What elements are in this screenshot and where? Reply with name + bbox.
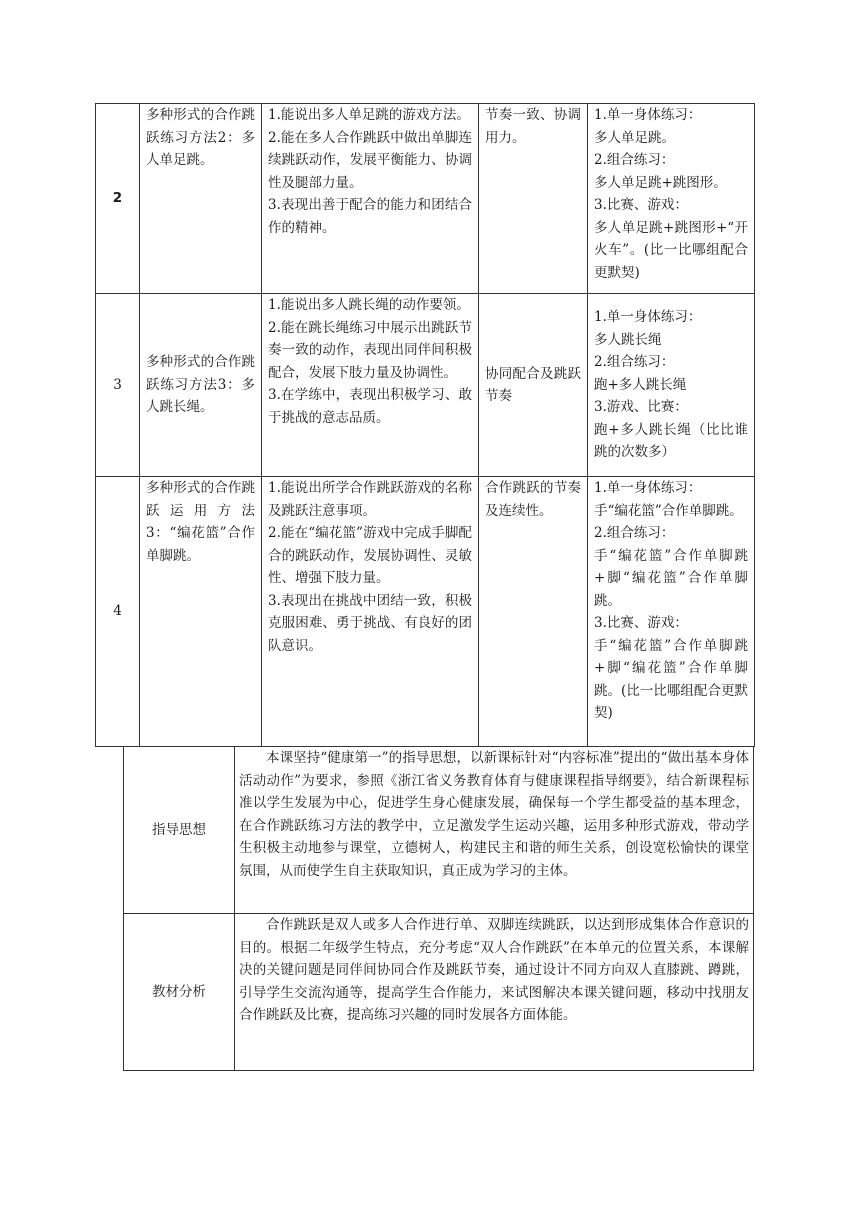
table-row bbox=[96, 294, 755, 477]
practice-item: 手“编花篮”合作单脚跳。 bbox=[594, 502, 743, 519]
practice-item: 多人跳长绳 bbox=[594, 331, 662, 348]
practice-item: 多人单足跳+跳图形。 bbox=[594, 174, 727, 191]
practice-item: 手“编花篮”合作单脚跳+脚“编花篮”合作单脚跳。(比一比哪组配合更默契) bbox=[594, 637, 748, 721]
lesson-number: 4 bbox=[96, 477, 140, 747]
lesson-key-point: 节奏一致、协调用力。 bbox=[479, 104, 588, 294]
lesson-content: 多种形式的合作跳跃练习方法2：多人单足跳。 bbox=[140, 104, 262, 294]
practice-item: 3.比赛、游戏： bbox=[594, 197, 688, 213]
practice-item: 跑+多人跳长绳 bbox=[594, 376, 687, 393]
section-text: 合作跳跃是双人或多人合作进行单、双脚连续跳跃，以达到形成集体合作意识的目的。根据二年级学生特点，充分考虑“双人合作跳跃”在本单元的位置关系，本课解决的关键问题是同伴间协同合作及跳跃节奏，通过设计不同方向双人直膝跳、蹲跳，引导学生交流沟通等，提高学生合作能力，来试图解决本课关键问题，移动中找朋友合作跳跃及比赛，提高练习兴趣的同时发展各方面体能。 bbox=[235, 914, 754, 1071]
practice-item: 2.组合练习： bbox=[594, 354, 675, 371]
practice-item: 3.游戏、比赛： bbox=[594, 399, 688, 416]
lesson-content: 多种形式的合作跳跃运用方法3：“编花篮”合作单脚跳。 bbox=[140, 477, 262, 747]
table-row bbox=[96, 477, 755, 747]
table-row bbox=[124, 914, 754, 1071]
lesson-goals bbox=[262, 294, 479, 477]
goal-item: 2.能在多人合作跳跃中做出单脚连续跳跃动作，发展平衡能力、协调性及腿部力量。 bbox=[268, 129, 472, 191]
practice-item: 手“编花篮”合作单脚跳+脚“编花篮”合作单脚跳。 bbox=[594, 547, 748, 609]
goal-item: 1.能说出多人跳长绳的动作要领。 bbox=[268, 297, 470, 313]
lesson-number: 3 bbox=[96, 294, 140, 477]
lesson-key-point: 合作跳跃的节奏及连续性。 bbox=[479, 477, 588, 747]
practice-item: 1.单一身体练习： bbox=[594, 480, 702, 496]
table-row bbox=[124, 747, 754, 914]
practice-item: 1.单一身体练习： bbox=[594, 309, 702, 326]
goal-item: 3.表现出在挑战中团结一致，积极克服困难、勇于挑战、有良好的团队意识。 bbox=[268, 592, 472, 654]
goal-item: 2.能在“编花篮”游戏中完成手脚配合的跳跃动作，发展协调性、灵敏性、增强下肢力量。 bbox=[268, 525, 472, 586]
practice-item: 多人单足跳。 bbox=[594, 129, 675, 146]
practice-item: 3.比赛、游戏： bbox=[594, 615, 688, 631]
practice-item: 2.组合练习： bbox=[594, 152, 675, 168]
practice-item: 2.组合练习： bbox=[594, 525, 675, 541]
unit-plan-table bbox=[95, 103, 755, 747]
goal-item: 2.能在跳长绳练习中展示出跳跃节奏一致的动作，表现出同伴间积极配合，发展下肢力量及协调性。 bbox=[268, 319, 472, 381]
section-text: 本课坚持“健康第一”的指导思想，以新课标针对“内容标准”提出的“做出基本身体活动动作”为要求，参照《浙江省义务教育体育与健康课程指导纲要》，结合新课程标准以学生发展为中心，促进学生身心健康发展，确保每一个学生都受益的基本理念，在合作跳跃练习方法的教学中，立足激发学生运动兴趣，运用多种形式游戏，带动学生积极主动地参与课堂，立德树人，构建民主和谐的师生关系，创设宽松愉快的课堂氛围，从而使学生自主获取知识，真正成为学习的主体。 bbox=[235, 747, 754, 914]
lesson-practice bbox=[588, 104, 755, 294]
practice-item: 跑+多人跳长绳（比比谁跳的次数多） bbox=[594, 421, 748, 461]
goal-item: 3.表现出善于配合的能力和团结合作的精神。 bbox=[268, 197, 472, 236]
goal-item: 1.能说出多人单足跳的游戏方法。 bbox=[268, 107, 470, 123]
goal-item: 3.在学练中，表现出积极学习、敢于挑战的意志品质。 bbox=[268, 387, 472, 426]
section-label: 教材分析 bbox=[124, 914, 235, 1071]
section-label: 指导思想 bbox=[124, 747, 235, 914]
lesson-analysis-table bbox=[123, 746, 754, 1071]
table-row bbox=[96, 104, 755, 294]
lesson-key-point: 协同配合及跳跃节奏 bbox=[479, 294, 588, 477]
goal-item: 1.能说出所学合作跳跃游戏的名称及跳跃注意事项。 bbox=[268, 480, 472, 519]
lesson-practice bbox=[588, 294, 755, 477]
lesson-practice bbox=[588, 477, 755, 747]
practice-item: 1.单一身体练习： bbox=[594, 107, 702, 123]
lesson-goals bbox=[262, 104, 479, 294]
practice-item: 多人单足跳+跳图形+“开火车”。(比一比哪组配合更默契) bbox=[594, 219, 748, 281]
lesson-content: 多种形式的合作跳跃练习方法3：多人跳长绳。 bbox=[140, 294, 262, 477]
lesson-goals bbox=[262, 477, 479, 747]
lesson-number: 2 bbox=[96, 104, 140, 294]
